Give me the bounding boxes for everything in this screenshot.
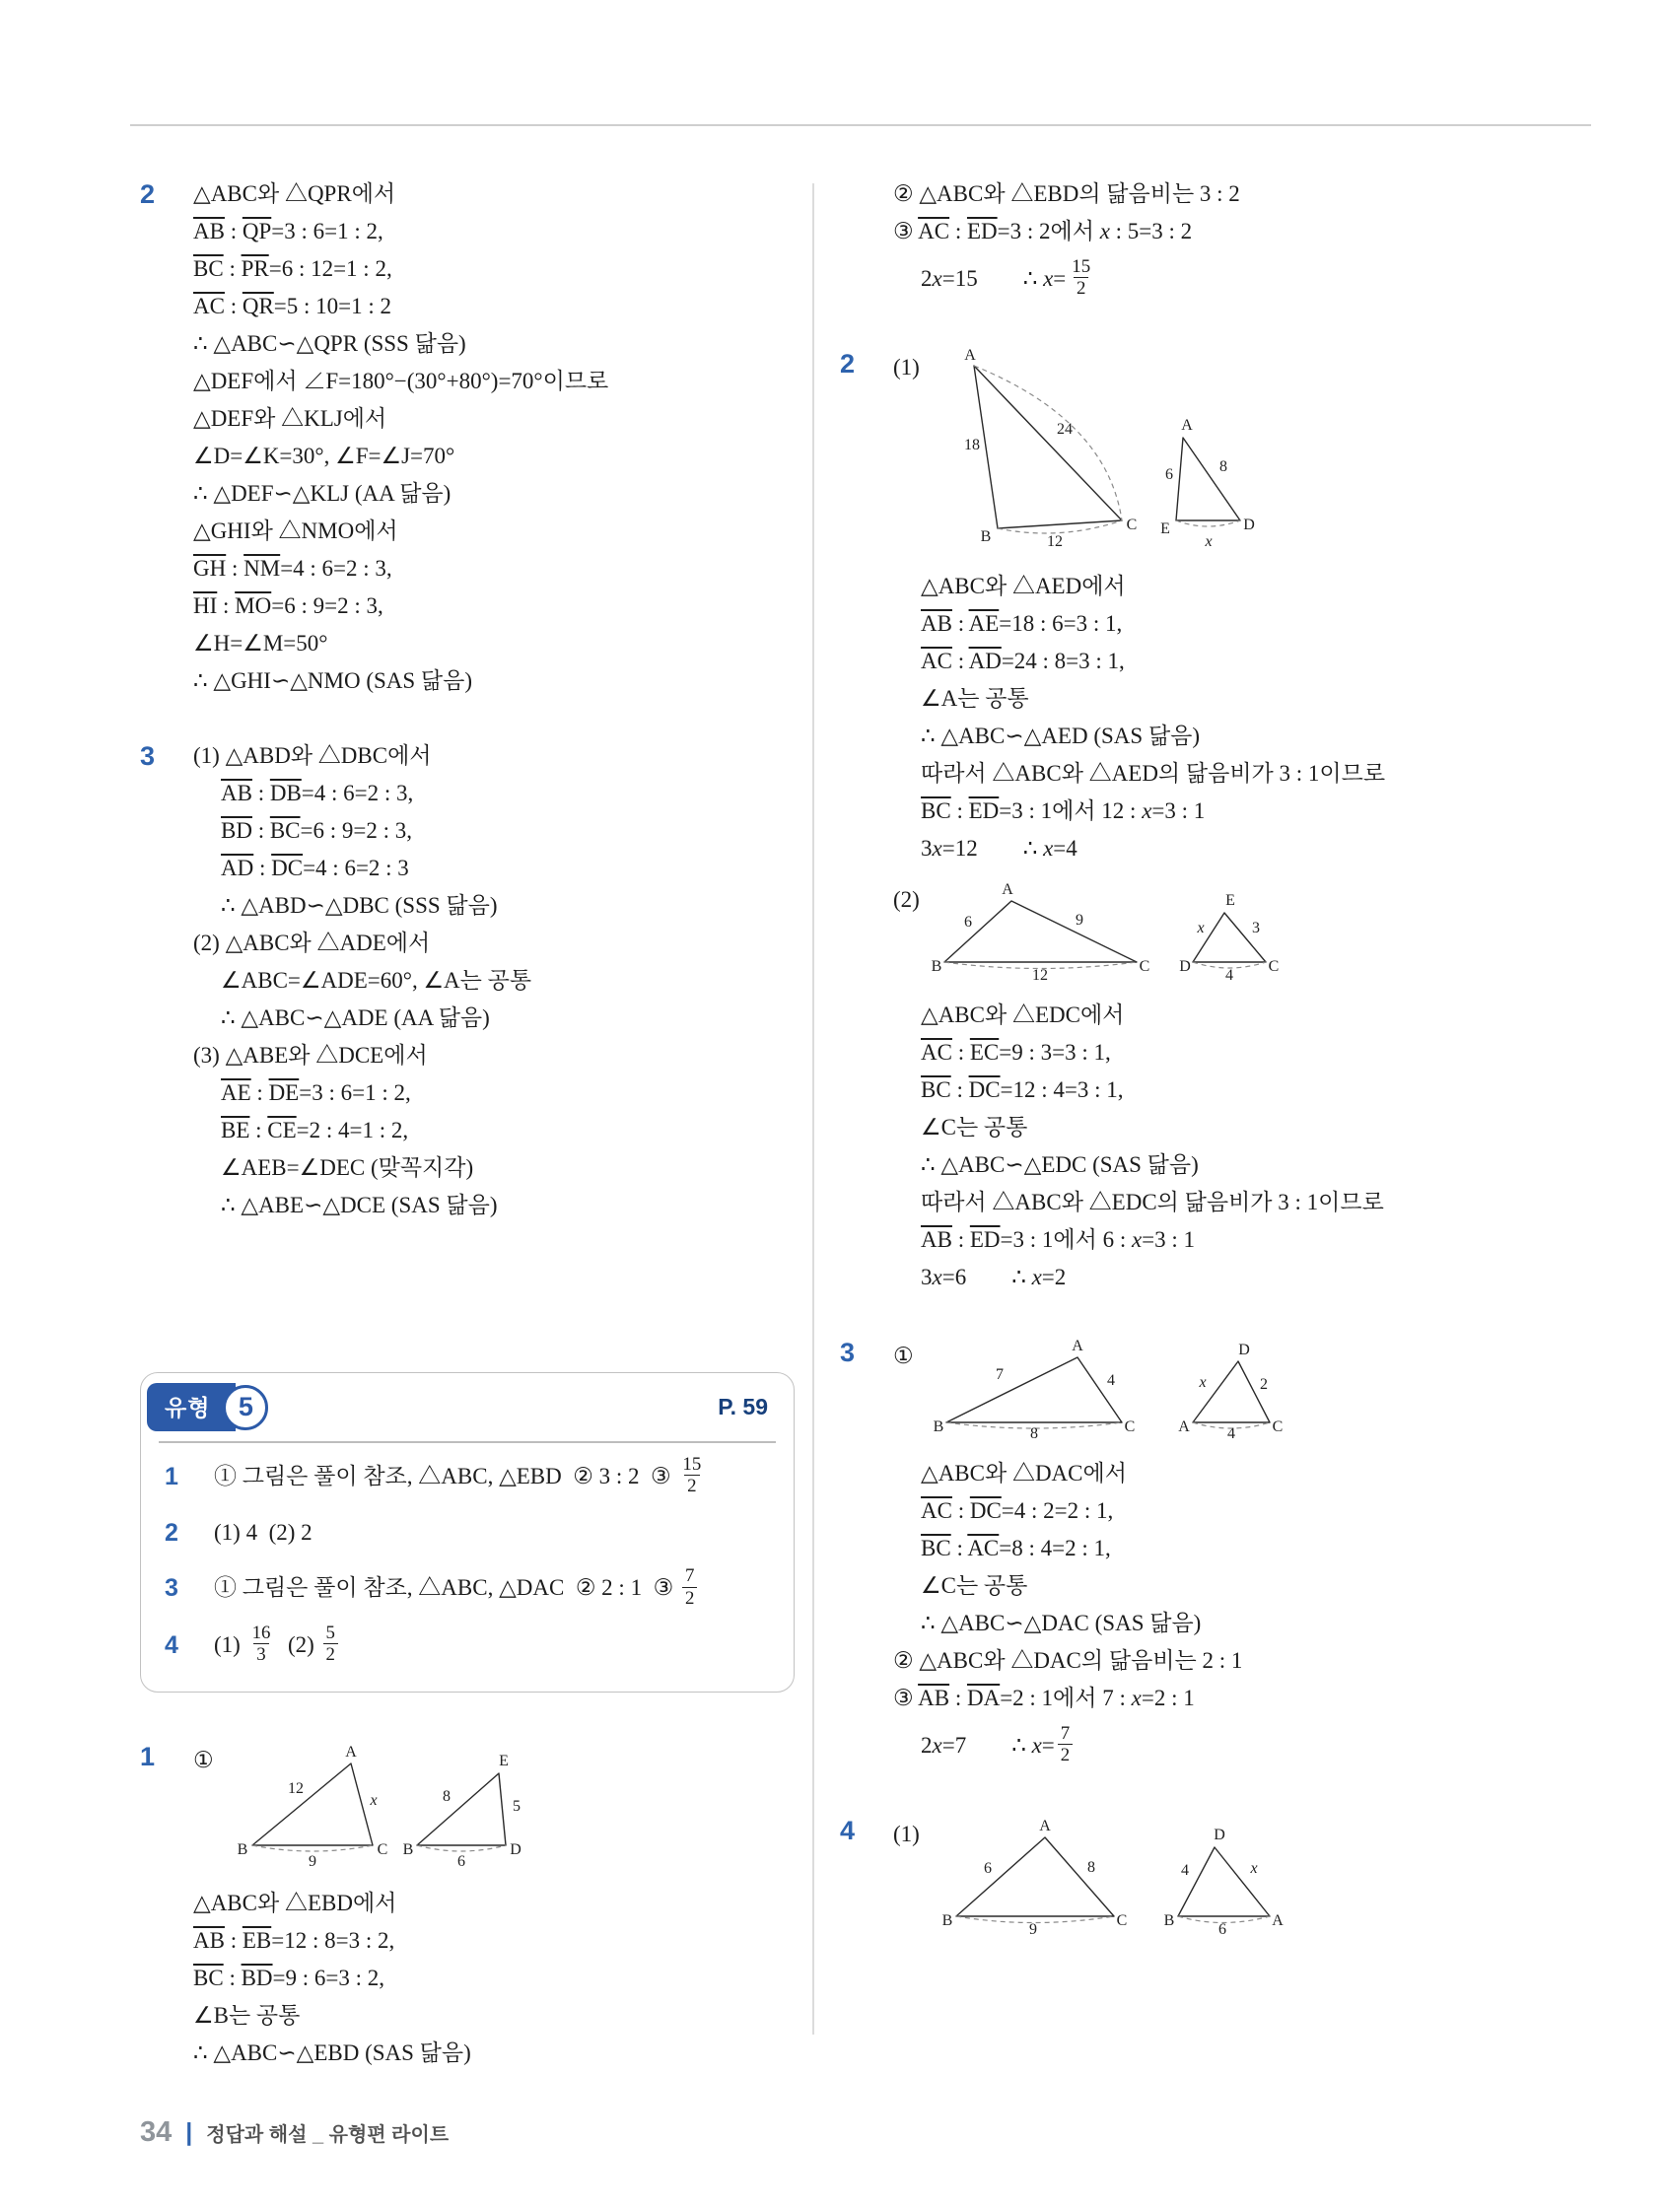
text-line: $\overline{AC}$ : $\overline{AD}=24$ : 8=3 : 1, (921, 649, 1125, 673)
svg-text:A: A (1039, 1818, 1051, 1834)
svg-text:5: 5 (513, 1797, 521, 1815)
svg-text:C: C (377, 1840, 388, 1858)
fraction: $\frac{15}{2}$ (682, 1454, 702, 1497)
text-line: ∴ △ABD∽△DBC (SSS 닮음) (221, 893, 498, 918)
text-line: ∠C는 공통 (921, 1573, 1028, 1598)
text-line: ∴ △DEF∽△KLJ (AA 닮음) (193, 481, 452, 506)
svg-text:C: C (1126, 517, 1138, 533)
answer-summary-box (140, 1372, 795, 1693)
triangle-diagram (235, 1744, 560, 1875)
text-line: $\overline{AB}$ : $\overline{EB}=12$ : 8=3 : 2, (193, 1927, 395, 1953)
svg-text:B: B (933, 1418, 944, 1435)
text-line: △ABC와 △DAC에서 (921, 1461, 1127, 1486)
diagram-row (893, 1338, 1591, 1445)
text-line: ∴ △ABC∽△QPR (SSS 닮음) (193, 331, 466, 356)
triangle-diagram (935, 1340, 1285, 1445)
triangle-diagram (931, 881, 1285, 987)
text-line: $\overline{AC}$ : $\overline{QR}=5$ : 10=1 : 2 (193, 294, 392, 318)
fraction: $\frac{16}{3}$ (251, 1622, 271, 1665)
text-line: $\overline{BD}$ : $\overline{BC}=6$ : 9=2 : 3, (221, 818, 413, 843)
svg-text:B: B (1163, 1912, 1175, 1929)
text-line: $\overline{AB}$ : $\overline{AE}=18$ : 6=3 : 1, (921, 611, 1123, 636)
svg-text:C: C (1268, 958, 1280, 975)
text-line: △ABC와 △QPR에서 (193, 181, 396, 206)
text-line: 2x=7 ∴ x= $\frac{7}{2}$ (893, 1717, 1591, 1774)
svg-text:2: 2 (1260, 1376, 1268, 1393)
text-line: △ABC와 △EBD에서 (193, 1890, 397, 1915)
problem-1-solution (140, 1738, 799, 2072)
svg-text:8: 8 (443, 1787, 451, 1805)
type-badge-number: 5 (223, 1385, 268, 1430)
text-line: $\overline{BC}$ : $\overline{DC}=12$ : 4=3 : 1, (921, 1077, 1124, 1102)
svg-text:C: C (1139, 958, 1150, 975)
answer-number: 1 (165, 1463, 178, 1490)
page-footer (140, 2116, 449, 2149)
text-line: ③ $\overline{AC}$ : $\overline{ED}=3$ : 2에서 x : 5=3 : 2 (893, 219, 1193, 243)
svg-text:D: D (1238, 1342, 1250, 1358)
text-line: ∠B는 공통 (193, 2002, 301, 2028)
text-line: △ABC와 △AED에서 (921, 574, 1126, 598)
text-line: $\overline{BC}$ : $\overline{ED}=3$ : 1에서 12 : x=3 : 1 (921, 798, 1206, 823)
svg-text:B: B (941, 1912, 953, 1929)
footer-label: 정답과 해설 _ 유형편 라이트 (206, 2124, 450, 2146)
solution-body (893, 345, 1591, 1296)
text-line: $\overline{AB}$ : $\overline{DB}=4$ : 6=2 : 3, (221, 781, 414, 805)
answer-row (165, 1566, 770, 1611)
problem-number: 3 (840, 1338, 856, 1367)
text-line: 따라서 △ABC와 △AED의 닮음비가 3 : 1이므로 (921, 761, 1386, 786)
solution-body (893, 1812, 1591, 1951)
text-line: ∴ △GHI∽△NMO (SAS 닮음) (193, 668, 473, 693)
item-marker: (1) (893, 1822, 920, 1846)
text-line: (2) △ABC와 △ADE에서 (193, 931, 431, 955)
svg-text:D: D (1243, 517, 1255, 533)
text-line: $\overline{AC}$ : $\overline{DC}=4$ : 2=2 : 1, (921, 1498, 1114, 1523)
answer-box-header (159, 1373, 776, 1443)
diagram-row (893, 1816, 1591, 1941)
svg-text:9: 9 (1076, 912, 1083, 929)
text-line: ∴ △ABC∽△DAC (SAS 닮음) (921, 1611, 1202, 1635)
text-line: ∠H=∠M=50° (193, 631, 328, 656)
svg-text:B: B (931, 958, 942, 975)
svg-text:x: x (1205, 533, 1213, 550)
left-column (140, 175, 799, 2074)
svg-text:8: 8 (1219, 458, 1227, 475)
text-line: ③ $\overline{AB}$ : $\overline{DA}=2$ : 1에서 7 : x=2 : 1 (893, 1686, 1195, 1710)
svg-text:18: 18 (964, 437, 980, 453)
svg-text:12: 12 (288, 1779, 304, 1797)
text-line: $\overline{GH}$ : $\overline{NM}=4$ : 6=2 : 3, (193, 556, 392, 581)
svg-text:A: A (1272, 1912, 1284, 1929)
svg-text:B: B (402, 1840, 414, 1858)
text-line: ∠ABC=∠ADE=60°, ∠A는 공통 (221, 968, 532, 993)
svg-text:x: x (1250, 1860, 1258, 1877)
problem-number: 4 (840, 1816, 856, 1845)
svg-text:4: 4 (1225, 967, 1233, 984)
svg-text:7: 7 (996, 1366, 1004, 1383)
svg-text:C: C (1116, 1912, 1128, 1929)
text-line: △DEF에서 ∠F=180°−(30°+80°)=70°이므로 (193, 369, 609, 393)
answer-number: 3 (165, 1574, 178, 1603)
problem-number: 3 (140, 741, 156, 771)
text-line: $\overline{HI}$ : $\overline{MO}=6$ : 9=2 : 3, (193, 593, 383, 618)
text-line: ② △ABC와 △DAC의 닮음비는 2 : 1 (893, 1648, 1243, 1673)
item-marker: (2) (893, 887, 920, 912)
svg-text:4: 4 (1181, 1862, 1189, 1879)
solution-text (893, 997, 1591, 1296)
triangle-diagram (935, 347, 1260, 558)
column-divider (812, 183, 814, 2035)
problem-2-solution-right (840, 345, 1591, 1296)
solution-body (193, 1738, 799, 2072)
content-columns (140, 175, 1591, 2074)
diagram-row (893, 349, 1591, 558)
svg-text:x: x (370, 1791, 378, 1809)
text-line: △ABC와 △EDC에서 (921, 1002, 1125, 1027)
svg-text:x: x (1197, 920, 1205, 936)
answer-text: (1) $\frac{16}{3}$ (2) $\frac{5}{2}$ (214, 1624, 341, 1668)
svg-text:9: 9 (1029, 1921, 1037, 1938)
svg-text:E: E (499, 1752, 509, 1769)
answer-rows (165, 1455, 770, 1668)
answer-text: (1) 4 (2) 2 (214, 1520, 313, 1546)
solution-text (193, 737, 799, 1224)
answer-row (165, 1511, 770, 1555)
footer-separator: | (185, 2118, 193, 2146)
solution-body (893, 1334, 1591, 1774)
problem-number: 2 (840, 349, 856, 379)
svg-text:E: E (1160, 520, 1170, 537)
svg-text:6: 6 (984, 1860, 992, 1877)
page-number: 34 (140, 2116, 173, 2148)
svg-text:A: A (1181, 417, 1193, 434)
text-line: $\overline{BC}$ : $\overline{PR}=6$ : 12=1 : 2, (193, 256, 392, 281)
diagram-row (893, 881, 1591, 987)
text-line: $\overline{BE}$ : $\overline{CE}=2$ : 4=1 : 2, (221, 1118, 409, 1142)
item-marker: (1) (893, 355, 920, 380)
text-line: $\overline{AE}$ : $\overline{DE}=3$ : 6=1 : 2, (221, 1080, 411, 1105)
solution-text (193, 1885, 799, 2072)
problem-number: 2 (140, 179, 156, 209)
text-line: 2x=15 ∴ x= $\frac{15}{2}$ (893, 250, 1591, 308)
svg-text:9: 9 (309, 1852, 316, 1870)
svg-text:4: 4 (1107, 1372, 1115, 1389)
problem-4-solution-right (840, 1812, 1591, 1951)
text-line: (3) △ABE와 △DCE에서 (193, 1043, 428, 1068)
text-line: ∴ △ABE∽△DCE (SAS 닮음) (221, 1193, 498, 1217)
fraction: $\frac{7}{2}$ (682, 1565, 697, 1608)
item-marker: ① (893, 1344, 914, 1368)
svg-text:B: B (980, 528, 992, 545)
text-line: △GHI와 △NMO에서 (193, 518, 398, 543)
type-badge (147, 1383, 268, 1431)
svg-text:4: 4 (1227, 1425, 1235, 1442)
svg-text:3: 3 (1252, 920, 1260, 936)
svg-text:D: D (1214, 1827, 1225, 1843)
answer-row (165, 1624, 770, 1668)
svg-text:6: 6 (457, 1852, 465, 1870)
fraction: $\frac{7}{2}$ (1058, 1723, 1073, 1765)
problem-3-solution-right (840, 1334, 1591, 1774)
svg-text:D: D (1179, 958, 1191, 975)
svg-text:B: B (237, 1840, 248, 1858)
answer-number: 2 (165, 1519, 178, 1548)
svg-text:12: 12 (1032, 967, 1048, 984)
text-line: $\overline{AB}$ : $\overline{ED}=3$ : 1에서 6 : x=3 : 1 (921, 1227, 1196, 1252)
svg-text:6: 6 (1165, 466, 1173, 483)
text-line: (1) △ABD와 △DBC에서 (193, 743, 432, 768)
text-line: ② △ABC와 △EBD의 닮음비는 3 : 2 (893, 181, 1240, 206)
solution-text (893, 175, 1591, 308)
text-line: $\overline{BC}$ : $\overline{AC}=8$ : 4=2 : 1, (921, 1536, 1111, 1560)
svg-text:6: 6 (964, 914, 972, 931)
problem-2-solution (140, 175, 799, 700)
text-line: ∴ △ABC∽△EDC (SAS 닮음) (921, 1152, 1199, 1177)
svg-text:D: D (510, 1840, 521, 1858)
svg-text:12: 12 (1047, 533, 1063, 550)
diagram-row (193, 1742, 799, 1875)
problem-1-continuation (840, 175, 1591, 308)
text-line: ∠A는 공통 (921, 686, 1029, 711)
text-line: 따라서 △ABC와 △EDC의 닮음비가 3 : 1이므로 (921, 1190, 1384, 1214)
header-rule (130, 124, 1591, 126)
svg-text:C: C (1124, 1418, 1136, 1435)
text-line: ∴ △ABC∽△EBD (SAS 닮음) (193, 2039, 471, 2065)
text-line: ∠AEB=∠DEC (맞꼭지각) (221, 1155, 474, 1180)
svg-text:24: 24 (1057, 421, 1073, 438)
answer-number: 4 (165, 1630, 178, 1659)
svg-text:A: A (1072, 1338, 1083, 1354)
triangle-diagram (935, 1818, 1285, 1941)
answer-text: ① 그림은 풀이 참조, △ABC, △DAC ② 2 : 1 ③ $\frac{7}{2}$ (214, 1566, 700, 1611)
text-line: $\overline{AB}$ : $\overline{QP}=3$ : 6=1 : 2, (193, 219, 383, 243)
svg-text:8: 8 (1030, 1425, 1038, 1442)
text-line: ∠C는 공통 (921, 1115, 1028, 1140)
solution-text (893, 568, 1591, 867)
solution-text (193, 175, 799, 700)
text-line: △DEF와 △KLJ에서 (193, 406, 387, 431)
svg-text:C: C (1272, 1418, 1284, 1435)
text-line: ∠D=∠K=30°, ∠F=∠J=70° (193, 444, 455, 468)
svg-text:A: A (345, 1743, 357, 1761)
text-line: ∴ △ABC∽△ADE (AA 닮음) (221, 1005, 490, 1030)
right-column (840, 175, 1591, 2074)
svg-text:A: A (964, 347, 976, 364)
item-marker: ① (193, 1747, 214, 1772)
answer-text: ① 그림은 풀이 참조, △ABC, △EBD ② 3 : 2 ③ $\frac{15}{2}$ (214, 1455, 707, 1499)
svg-text:x: x (1199, 1374, 1207, 1391)
text-line: $\overline{AD}$ : $\overline{DC}=4$ : 6=2 : 3 (221, 856, 409, 880)
svg-text:E: E (1225, 892, 1235, 909)
problem-number: 1 (140, 1741, 156, 1771)
text-line: ∴ △ABC∽△AED (SAS 닮음) (921, 724, 1201, 748)
text-line: $\overline{BC}$ : $\overline{BD}=9$ : 6=3 : 2, (193, 1965, 385, 1990)
solution-text (893, 1455, 1591, 1774)
fraction: $\frac{5}{2}$ (323, 1623, 338, 1665)
svg-text:6: 6 (1218, 1921, 1226, 1938)
svg-text:A: A (1178, 1418, 1190, 1435)
type-badge-label: 유형 (147, 1383, 236, 1431)
problem-number-spacer (840, 175, 893, 308)
svg-text:A: A (1002, 881, 1013, 898)
page-reference: P. 59 (718, 1394, 768, 1419)
answer-row (165, 1455, 770, 1499)
text-line: 3x=12 ∴ x=4 (921, 836, 1077, 861)
problem-3-solution (140, 737, 799, 1224)
text-line: 3x=6 ∴ x=2 (921, 1265, 1067, 1289)
text-line: $\overline{AC}$ : $\overline{EC}=9$ : 3=3 : 1, (921, 1040, 1111, 1065)
svg-text:8: 8 (1087, 1859, 1095, 1876)
fraction: $\frac{15}{2}$ (1072, 256, 1091, 300)
